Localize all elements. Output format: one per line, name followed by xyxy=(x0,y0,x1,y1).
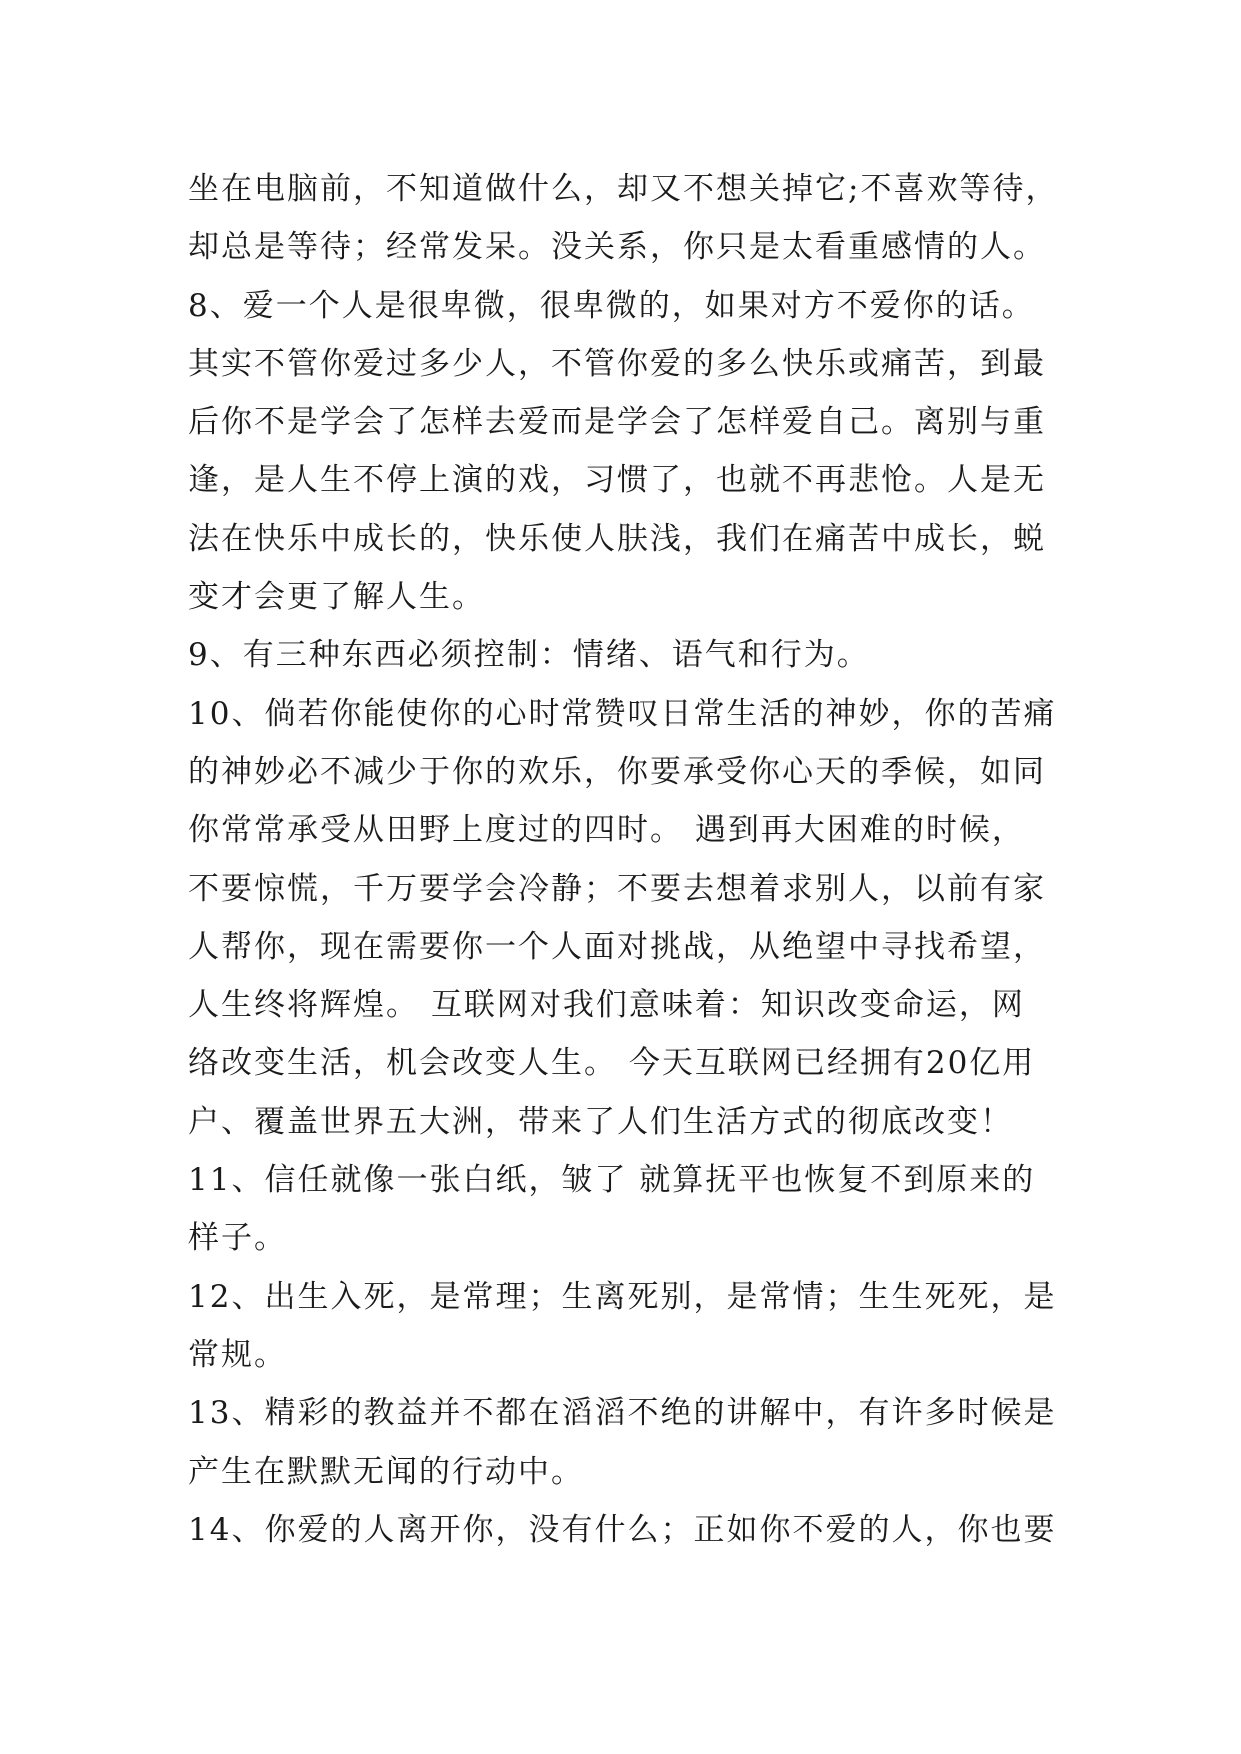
text-line: 11、信任就像一张白纸，皱了 就算抚平也恢复不到原来的 xyxy=(188,1162,1036,1199)
text-line: 坐在电脑前，不知道做什么，却又不想关掉它;不喜欢等待， xyxy=(188,171,1059,207)
text-line: 不要惊慌，千万要学会冷静；不要去想着求别人，以前有家 xyxy=(188,870,1046,907)
text-line: 9、有三种东西必须控制：情绪、语气和行为。 xyxy=(188,637,870,674)
text-line: 人生终将辉煌。 互联网对我们意味着：知识改变命运，网 xyxy=(188,987,1025,1024)
text-line: 常规。 xyxy=(188,1336,287,1373)
text-line: 络改变生活，机会改变人生。 今天互联网已经拥有20亿用 xyxy=(188,1045,1036,1082)
text-line: 14、你爱的人离开你，没有什么；正如你不爱的人，你也要 xyxy=(188,1511,1057,1548)
text-line: 变才会更了解人生。 xyxy=(188,579,485,616)
text-line: 户、覆盖世界五大洲，带来了人们生活方式的彻底改变！ xyxy=(188,1103,1013,1140)
text-line: 10、倘若你能使你的心时常赞叹日常生活的神妙，你的苦痛 xyxy=(188,695,1057,732)
text-line: 8、爱一个人是很卑微，很卑微的，如果对方不爱你的话。 xyxy=(188,287,1035,324)
text-line: 你常常承受从田野上度过的四时。 遇到再大困难的时候， xyxy=(188,812,1025,849)
text-line: 12、出生入死，是常理；生离死别，是常情；生生死死，是 xyxy=(188,1278,1057,1315)
body-text xyxy=(188,160,1068,1559)
text-line: 样子。 xyxy=(188,1220,287,1257)
text-line: 其实不管你爱过多少人，不管你爱的多么快乐或痛苦，到最 xyxy=(188,345,1046,382)
text-line: 的神妙必不减少于你的欢乐，你要承受你心天的季候，如同 xyxy=(188,753,1046,790)
text-line: 却总是等待；经常发呆。没关系，你只是太看重感情的人。 xyxy=(188,229,1046,266)
text-line: 逢，是人生不停上演的戏，习惯了，也就不再悲怆。人是无 xyxy=(188,462,1046,499)
text-line: 产生在默默无闻的行动中。 xyxy=(188,1453,584,1490)
text-line: 法在快乐中成长的，快乐使人肤浅，我们在痛苦中成长，蜕 xyxy=(188,520,1046,557)
text-line: 人帮你，现在需要你一个人面对挑战，从绝望中寻找希望， xyxy=(188,928,1046,965)
text-line: 13、精彩的教益并不都在滔滔不绝的讲解中，有许多时候是 xyxy=(188,1395,1057,1432)
text-line: 后你不是学会了怎样去爱而是学会了怎样爱自己。离别与重 xyxy=(188,404,1046,441)
